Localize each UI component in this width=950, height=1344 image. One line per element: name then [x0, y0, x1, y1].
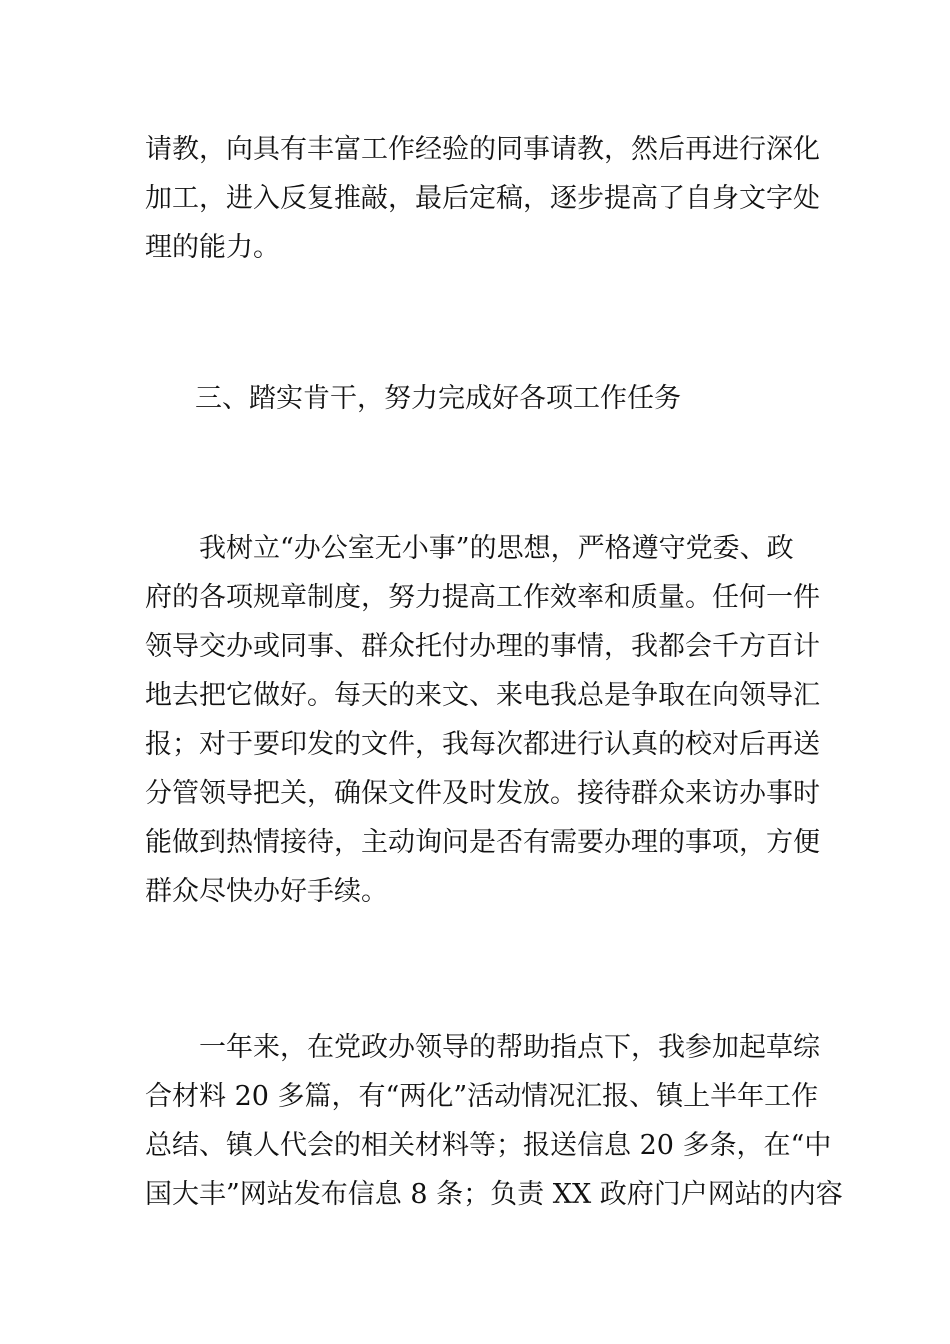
paragraph-2-line-6: 分管领导把关，确保文件及时发放。接待群众来访办事时 [145, 778, 820, 809]
paragraph-2-line-2: 府的各项规章制度，努力提高工作效率和质量。任何一件 [145, 582, 820, 613]
paragraph-3-line-2: 合材料 20 多篇，有“两化”活动情况汇报、镇上半年工作 [145, 1081, 819, 1112]
paragraph-2-line-1: 我树立“办公室无小事”的思想，严格遵守党委、政 [199, 533, 794, 564]
paragraph-3-line-3: 总结、镇人代会的相关材料等；报送信息 20 多条，在“中 [145, 1130, 832, 1161]
paragraph-1-line-1: 请教，向具有丰富工作经验的同事请教，然后再进行深化 [145, 134, 820, 165]
section-heading: 三、踏实肯干，努力完成好各项工作任务 [195, 383, 681, 414]
paragraph-3-line-1: 一年来，在党政办领导的帮助指点下，我参加起草综 [199, 1032, 820, 1063]
paragraph-2-line-3: 领导交办或同事、群众托付办理的事情，我都会千方百计 [145, 631, 820, 662]
paragraph-2-line-5: 报；对于要印发的文件，我每次都进行认真的校对后再送 [145, 729, 820, 760]
paragraph-1-line-2: 加工，进入反复推敲，最后定稿，逐步提高了自身文字处 [145, 183, 820, 214]
paragraph-3-line-4: 国大丰”网站发布信息 8 条；负责 XX 政府门户网站的内容 [145, 1179, 843, 1210]
paragraph-1-line-3: 理的能力。 [145, 232, 280, 263]
paragraph-2-line-7: 能做到热情接待，主动询问是否有需要办理的事项，方便 [145, 827, 820, 858]
paragraph-2-line-4: 地去把它做好。每天的来文、来电我总是争取在向领导汇 [145, 680, 820, 711]
paragraph-2-line-8: 群众尽快办好手续。 [145, 876, 388, 907]
